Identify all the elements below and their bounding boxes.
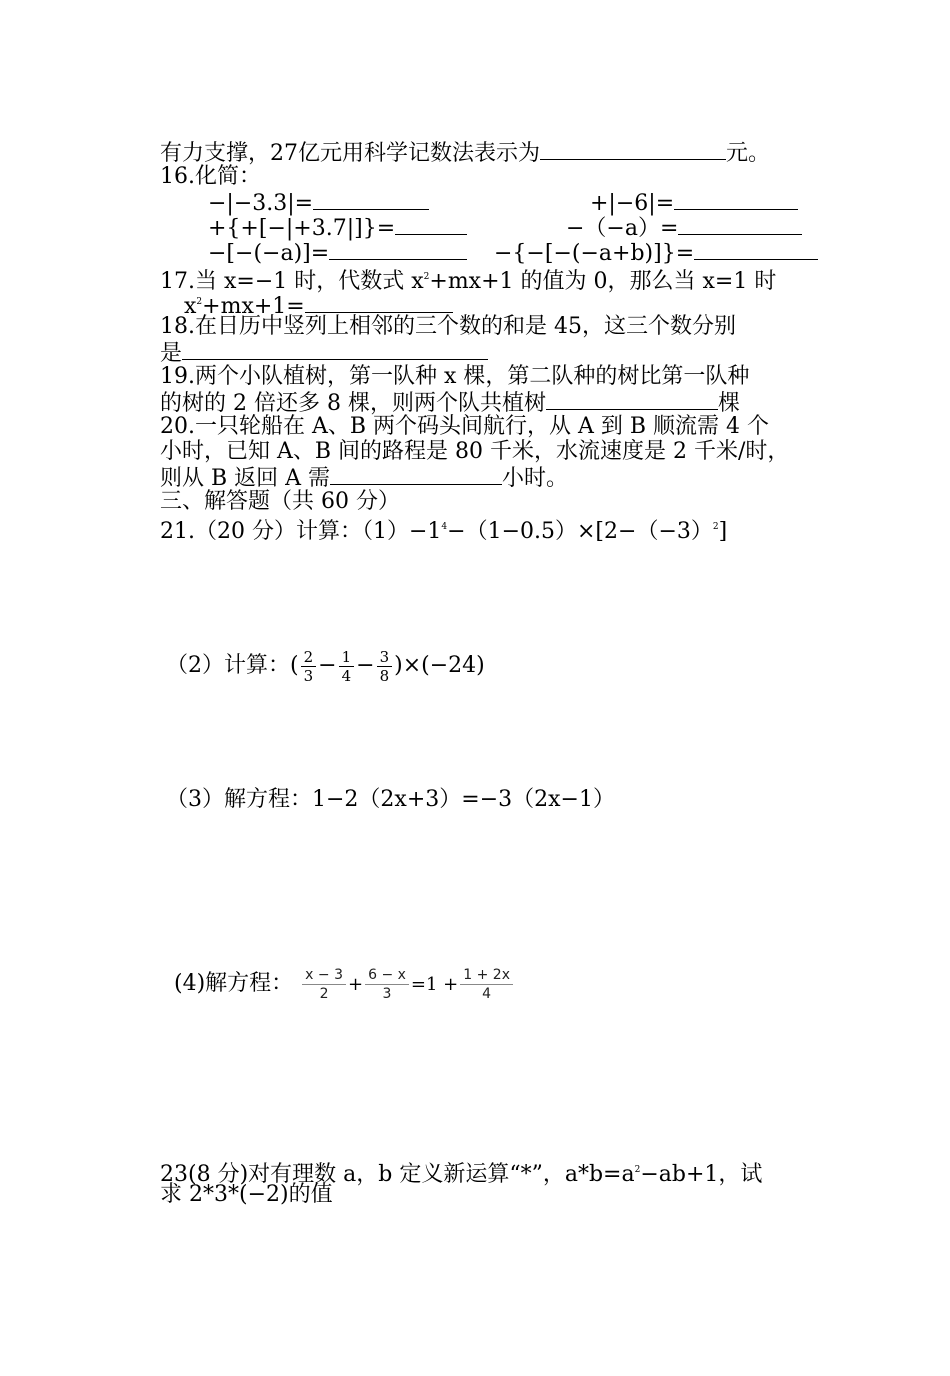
q16-r1a: −|−3.3|= <box>208 189 429 217</box>
q21-part4: (4)解方程： $\frac{x - 3}{2}$ + $\frac{6 - x}{3}$ =1 + $\frac{1 + 2x}{4}$ <box>174 962 515 1007</box>
answer-blank[interactable] <box>313 189 429 210</box>
q20-line2: 小时，已知 A、B 间的路程是 80 千米，水流速度是 2 千米/时， <box>160 439 790 464</box>
line-billion: 有力支撑，27亿元用科学记数法表示为 元。 <box>160 141 771 166</box>
q20-line1: 20.一只轮船在 A、B 两个码头间航行，从 A 到 B 顺流需 4 个 <box>160 414 770 439</box>
q16-r3a: −[−(−a)]= <box>208 239 467 267</box>
section-3-heading: 三、解答题（共 60 分） <box>160 489 400 514</box>
answer-blank[interactable] <box>678 214 802 235</box>
answer-blank[interactable] <box>329 239 467 260</box>
q21-part1: 21.（20 分）计算：$(1)-1^4-(1-0.5)\times[2-(-3)^2]$ <box>160 519 728 544</box>
q21-part3: （3）解方程：1−2（2x+3）=−3（2x−1） <box>166 787 615 812</box>
q18-line1: 18.在日历中竖列上相邻的三个数的和是 45，这三个数分别 <box>160 314 736 339</box>
answer-blank[interactable] <box>674 189 798 210</box>
answer-blank[interactable] <box>330 464 502 485</box>
answer-blank[interactable] <box>694 239 818 260</box>
q16-r2a: +{+[−|+3.7|]}= <box>208 214 467 242</box>
q16-r2b: −（−a）= <box>566 214 802 242</box>
q18-line2: 是 <box>160 339 488 367</box>
q17-line1: 17.当 x=−1 时，代数式 $x^2+mx+1$ 的值为 0，那么当 x=1 时 <box>160 269 777 294</box>
answer-blank[interactable] <box>305 292 453 313</box>
q23-line1: 23(8 分)对有理数 a，b 定义新运算“*”，$a*b=a^2-ab+1$，试 <box>160 1162 763 1187</box>
q19-line2: 的树的 2 倍还多 8 棵，则两个队共植树 棵 <box>160 391 740 416</box>
q20-line3: 则从 B 返回 A 需 小时。 <box>160 466 569 491</box>
q16-r1b: +|−6|= <box>590 189 798 217</box>
answer-blank[interactable] <box>182 339 488 360</box>
q17-line2: $x^2+mx+1=$ <box>184 289 453 320</box>
q23-line2: 求 2*3*(−2)的值 <box>160 1182 333 1207</box>
q19-line1: 19.两个小队植树，第一队种 x 棵，第二队种的树比第一队种 <box>160 364 750 389</box>
q21-part2: （2）计算：( $\frac{2}{3}$ − $\frac{1}{4}$ − $\frac{3}{8}$ )×(−24) <box>166 647 485 685</box>
q16-title: 16.化简： <box>160 164 261 189</box>
q16-r3b: −{−[−(−a+b)]}= <box>494 239 818 267</box>
answer-blank[interactable] <box>395 214 467 235</box>
answer-blank[interactable] <box>540 139 726 160</box>
answer-blank[interactable] <box>546 389 718 410</box>
